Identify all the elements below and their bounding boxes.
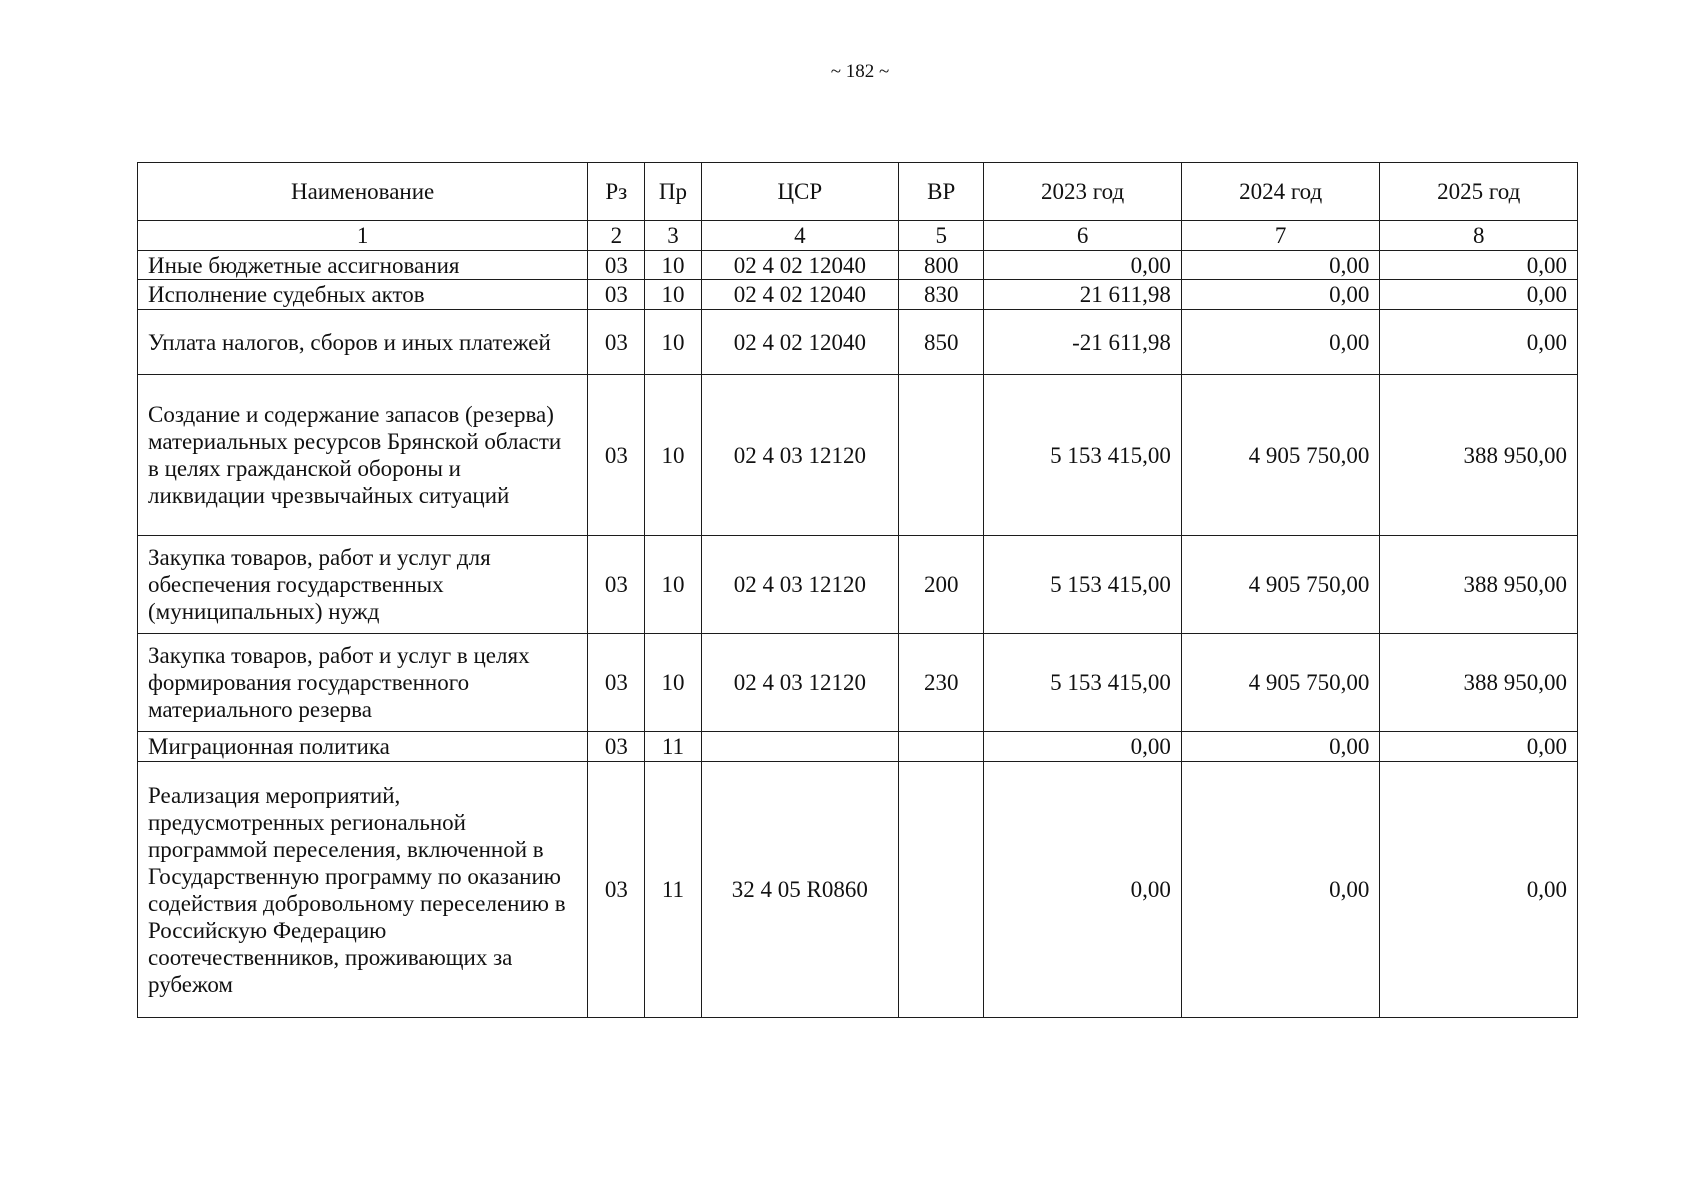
row-pr: 10 (645, 375, 701, 536)
row-vr: 830 (899, 280, 984, 310)
header-pr: Пр (645, 163, 701, 221)
row-2024: 0,00 (1181, 762, 1380, 1018)
table-row (138, 536, 1578, 634)
row-rz: 03 (588, 375, 645, 536)
column-number: 2 (588, 221, 645, 251)
row-2024: 0,00 (1181, 310, 1380, 375)
row-vr: 230 (899, 634, 984, 732)
row-2023: 21 611,98 (984, 280, 1182, 310)
budget-table (137, 162, 1578, 1018)
table-row (138, 732, 1578, 762)
row-2025: 388 950,00 (1380, 634, 1578, 732)
table-row (138, 634, 1578, 732)
page-number: ~ 182 ~ (830, 61, 890, 82)
row-name: Создание и содержание запасов (резерва) материальных ресурсов Брянской области в целях гражданской обороны и ликвидации чрезвычайных ситуаций (138, 375, 588, 536)
row-vr: 850 (899, 310, 984, 375)
row-csr: 02 4 02 12040 (701, 251, 899, 280)
row-rz: 03 (588, 732, 645, 762)
row-pr: 10 (645, 310, 701, 375)
row-name: Иные бюджетные ассигнования (138, 251, 588, 280)
row-csr: 02 4 03 12120 (701, 634, 899, 732)
row-2025: 0,00 (1380, 251, 1578, 280)
row-name: Реализация мероприятий, предусмотренных региональной программой переселения, включенной в Государственную программу по оказанию содействия добровольному переселению в Российскую Федерацию соотечественников, проживающих за рубежом (138, 762, 588, 1018)
row-vr (899, 375, 984, 536)
header-2025: 2025 год (1380, 163, 1578, 221)
row-pr: 11 (645, 762, 701, 1018)
row-2025: 388 950,00 (1380, 375, 1578, 536)
column-number: 1 (138, 221, 588, 251)
row-vr (899, 762, 984, 1018)
row-rz: 03 (588, 280, 645, 310)
row-2024: 0,00 (1181, 251, 1380, 280)
row-name: Исполнение судебных актов (138, 280, 588, 310)
row-name: Уплата налогов, сборов и иных платежей (138, 310, 588, 375)
header-vr: ВР (899, 163, 984, 221)
table-row (138, 251, 1578, 280)
row-2024: 0,00 (1181, 732, 1380, 762)
column-number: 6 (984, 221, 1182, 251)
row-pr: 10 (645, 280, 701, 310)
row-2024: 4 905 750,00 (1181, 375, 1380, 536)
row-2023: 5 153 415,00 (984, 634, 1182, 732)
row-rz: 03 (588, 251, 645, 280)
column-number: 3 (645, 221, 701, 251)
row-2025: 0,00 (1380, 280, 1578, 310)
row-2025: 0,00 (1380, 732, 1578, 762)
row-pr: 10 (645, 251, 701, 280)
column-number: 7 (1181, 221, 1380, 251)
header-rz: Рз (588, 163, 645, 221)
row-vr: 200 (899, 536, 984, 634)
row-2024: 4 905 750,00 (1181, 634, 1380, 732)
row-2024: 0,00 (1181, 280, 1380, 310)
header-2024: 2024 год (1181, 163, 1380, 221)
table-row (138, 762, 1578, 1018)
row-rz: 03 (588, 762, 645, 1018)
row-vr (899, 732, 984, 762)
row-pr: 10 (645, 634, 701, 732)
column-number: 8 (1380, 221, 1578, 251)
column-number-row (138, 221, 1578, 251)
row-csr: 02 4 02 12040 (701, 310, 899, 375)
header-row (138, 163, 1578, 221)
row-2023: 5 153 415,00 (984, 536, 1182, 634)
row-2023: 0,00 (984, 762, 1182, 1018)
row-2025: 388 950,00 (1380, 536, 1578, 634)
row-2023: 5 153 415,00 (984, 375, 1182, 536)
row-2025: 0,00 (1380, 310, 1578, 375)
row-2023: -21 611,98 (984, 310, 1182, 375)
row-rz: 03 (588, 536, 645, 634)
row-csr: 02 4 02 12040 (701, 280, 899, 310)
header-name: Наименование (138, 163, 588, 221)
row-2023: 0,00 (984, 732, 1182, 762)
row-csr (701, 732, 899, 762)
table-row (138, 280, 1578, 310)
row-name: Миграционная политика (138, 732, 588, 762)
row-pr: 10 (645, 536, 701, 634)
row-2025: 0,00 (1380, 762, 1578, 1018)
row-vr: 800 (899, 251, 984, 280)
row-pr: 11 (645, 732, 701, 762)
row-rz: 03 (588, 310, 645, 375)
row-csr: 32 4 05 R0860 (701, 762, 899, 1018)
table-row (138, 375, 1578, 536)
row-name: Закупка товаров, работ и услуг в целях формирования государственного материального резерва (138, 634, 588, 732)
header-2023: 2023 год (984, 163, 1182, 221)
row-csr: 02 4 03 12120 (701, 536, 899, 634)
row-2024: 4 905 750,00 (1181, 536, 1380, 634)
row-2023: 0,00 (984, 251, 1182, 280)
table-row (138, 310, 1578, 375)
column-number: 4 (701, 221, 899, 251)
header-csr: ЦСР (701, 163, 899, 221)
row-name: Закупка товаров, работ и услуг для обеспечения государственных (муниципальных) нужд (138, 536, 588, 634)
column-number: 5 (899, 221, 984, 251)
row-rz: 03 (588, 634, 645, 732)
row-csr: 02 4 03 12120 (701, 375, 899, 536)
